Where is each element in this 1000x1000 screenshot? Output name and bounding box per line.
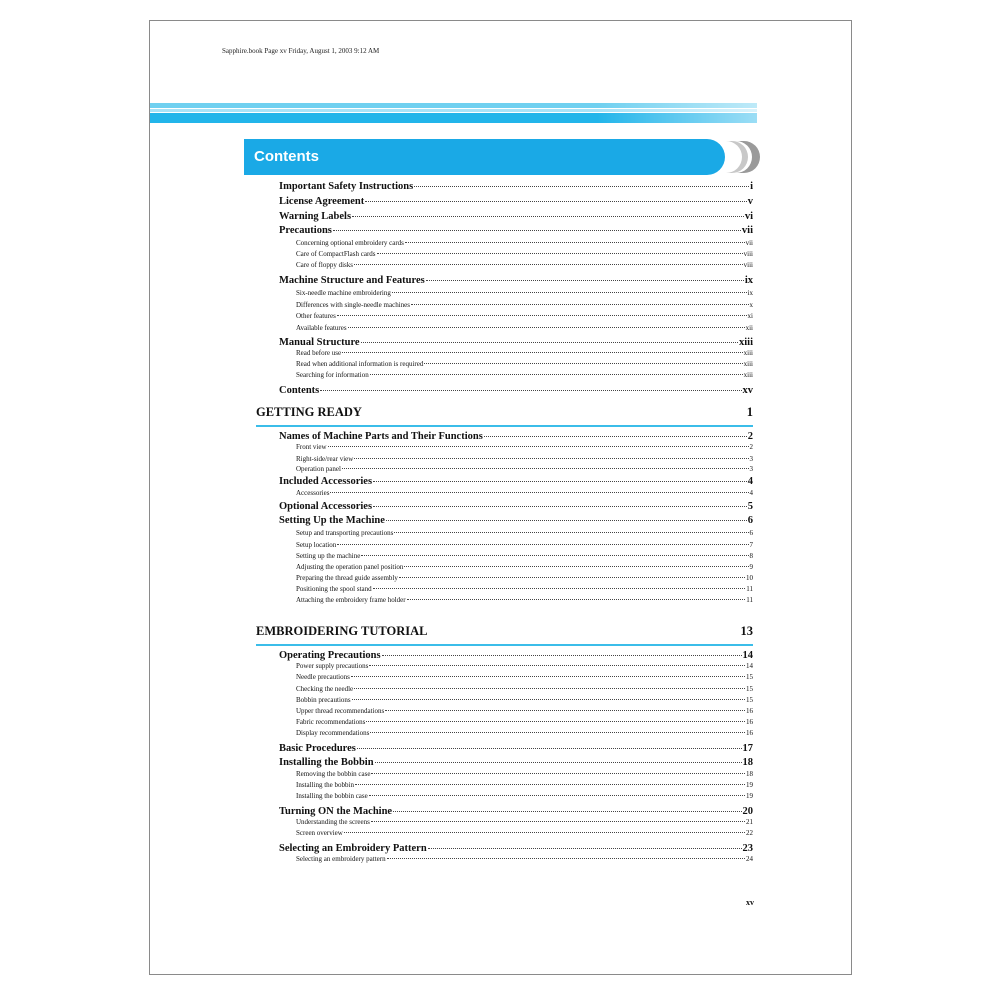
dot-leader (354, 264, 743, 265)
toc-entry-contents[interactable] (279, 385, 753, 396)
toc-entry-operation-panel[interactable] (296, 465, 753, 473)
toc-entry-installing-the-bobbin[interactable] (296, 781, 753, 789)
toc-entry-page: xiii (743, 349, 753, 357)
toc-entry-title: Preparing the thread guide assembly (296, 574, 398, 582)
toc-entry-read-when-additional-information-is-required[interactable] (296, 360, 753, 368)
dot-leader (371, 821, 745, 822)
print-header: Sapphire.book Page xv Friday, August 1, 2003 9:12 AM (222, 47, 380, 55)
page-number: xv (746, 898, 754, 907)
toc-entry-setup-and-transporting-precautions[interactable] (296, 529, 753, 537)
toc-entry-title: Read when additional information is required (296, 360, 424, 368)
toc-entry-page: xiii (738, 337, 753, 348)
page-title: Contents (254, 148, 319, 165)
toc-entry-page: 16 (746, 729, 753, 737)
dot-leader (407, 599, 746, 600)
toc-entry-operating-precautions[interactable] (279, 650, 753, 661)
toc-entry-page: 9 (749, 563, 753, 571)
toc-entry-page: 18 (742, 757, 753, 768)
toc-entry-page: 16 (746, 718, 753, 726)
toc-entry-title: Searching for information (296, 371, 369, 379)
toc-entry-title: Selecting an Embroidery Pattern (279, 843, 427, 854)
dot-leader (373, 506, 747, 507)
toc-entry-page: xii (745, 324, 753, 332)
dot-leader (354, 458, 748, 459)
toc-entry-license-agreement[interactable] (279, 196, 753, 207)
dot-leader (357, 748, 742, 749)
toc-entry-differences-with-single-needle-machines[interactable] (296, 301, 753, 309)
toc-entry-bobbin-precautions[interactable] (296, 696, 753, 704)
toc-entry-title: Bobbin precautions (296, 696, 351, 704)
toc-entry-page: 3 (749, 465, 753, 473)
toc-entry-page: 15 (746, 685, 753, 693)
toc-entry-page: i (750, 181, 753, 192)
section-title: EMBROIDERING TUTORIAL (256, 624, 428, 638)
toc-entry-fabric-recommendations[interactable] (296, 718, 753, 726)
dot-leader (333, 230, 741, 231)
toc-entry-title: Concerning optional embroidery cards (296, 239, 404, 247)
document-page (149, 20, 852, 975)
toc-entry-warning-labels[interactable] (279, 211, 753, 222)
toc-entry-page: v (747, 196, 753, 207)
dot-leader (484, 436, 747, 437)
toc-entry-front-view[interactable] (296, 443, 753, 451)
toc-entry-title: Important Safety Instructions (279, 181, 414, 192)
dot-leader (382, 655, 742, 656)
dot-leader (369, 795, 745, 796)
toc-entry-page: 16 (746, 707, 753, 715)
toc-entry-title: Screen overview (296, 829, 343, 837)
toc-entry-title: Setting Up the Machine (279, 515, 385, 526)
toc-entry-title: Installing the bobbin case (296, 792, 368, 800)
toc-entry-manual-structure[interactable] (279, 337, 753, 348)
toc-entry-title: Front view (296, 443, 327, 451)
section-page: 1 (746, 405, 753, 419)
toc-entry-title: Fabric recommendations (296, 718, 366, 726)
dot-leader (352, 699, 745, 700)
dot-leader (342, 352, 743, 353)
toc-entry-read-before-use[interactable] (296, 349, 753, 357)
toc-entry-title: Setting up the machine (296, 552, 361, 560)
dot-leader (369, 665, 745, 666)
toc-entry-page: 5 (747, 501, 753, 512)
toc-entry-six-needle-machine-embroidering[interactable] (296, 289, 753, 297)
dot-leader (373, 481, 747, 482)
dot-leader (370, 732, 745, 733)
toc-entry-attaching-the-embroidery-frame-holder[interactable] (296, 596, 753, 604)
toc-entry-adjusting-the-operation-panel-position[interactable] (296, 563, 753, 571)
toc-entry-page: vii (741, 225, 753, 236)
toc-entry-understanding-the-screens[interactable] (296, 818, 753, 826)
toc-entry-page: 22 (746, 829, 753, 837)
toc-entry-title: Names of Machine Parts and Their Functions (279, 431, 483, 442)
dot-leader (355, 784, 745, 785)
toc-entry-page: 15 (746, 673, 753, 681)
toc-entry-title: Other features (296, 312, 336, 320)
toc-entry-title: Installing the Bobbin (279, 757, 374, 768)
section-heading-getting-ready[interactable] (256, 401, 753, 427)
dot-leader (370, 374, 743, 375)
toc-entry-display-recommendations[interactable] (296, 729, 753, 737)
dot-leader (375, 762, 742, 763)
toc-entry-setting-up-the-machine[interactable] (296, 552, 753, 560)
dot-leader (414, 186, 749, 187)
toc-entry-page: vi (744, 211, 753, 222)
toc-entry-title: Upper thread recommendations (296, 707, 385, 715)
toc-entry-title: Read before use (296, 349, 342, 357)
dot-leader (337, 544, 748, 545)
toc-entry-title: Basic Procedures (279, 743, 356, 754)
toc-entry-title: Available features (296, 324, 347, 332)
dot-leader (320, 390, 741, 391)
toc-entry-screen-overview[interactable] (296, 829, 753, 837)
toc-entry-title: Removing the bobbin case (296, 770, 371, 778)
toc-entry-title: Included Accessories (279, 476, 373, 487)
toc-entry-page: 23 (742, 843, 753, 854)
toc-entry-title: Setup location (296, 541, 337, 549)
toc-entry-title: Positioning the spool stand (296, 585, 372, 593)
dot-leader (361, 342, 738, 343)
toc-entry-title: Power supply precautions (296, 662, 369, 670)
dot-leader (424, 363, 742, 364)
toc-entry-title: Operation panel (296, 465, 341, 473)
toc-entry-page: 10 (746, 574, 753, 582)
dot-leader (393, 811, 741, 812)
dot-leader (404, 566, 748, 567)
dot-leader (385, 710, 745, 711)
toc-entry-title: Precautions (279, 225, 332, 236)
toc-entry-title: Installing the bobbin (296, 781, 354, 789)
dot-leader (377, 253, 743, 254)
toc-entry-title: Manual Structure (279, 337, 360, 348)
section-title: GETTING READY (256, 405, 362, 419)
toc-entry-needle-precautions[interactable] (296, 673, 753, 681)
toc-entry-page: x (749, 301, 753, 309)
dot-leader (351, 676, 745, 677)
toc-entry-machine-structure-and-features[interactable] (279, 275, 753, 286)
toc-entry-page: xi (747, 312, 753, 320)
toc-entry-title: Understanding the screens (296, 818, 370, 826)
toc-entry-title: Six-needle machine embroidering (296, 289, 391, 297)
toc-entry-basic-procedures[interactable] (279, 743, 753, 754)
toc-entry-title: Care of CompactFlash cards (296, 250, 376, 258)
toc-entry-page: 19 (746, 792, 753, 800)
toc-entry-page: viii (743, 261, 753, 269)
toc-entry-page: 4 (747, 476, 753, 487)
toc-entry-power-supply-precautions[interactable] (296, 662, 753, 670)
toc-entry-page: 14 (742, 650, 753, 661)
toc-entry-selecting-an-embroidery-pattern[interactable] (279, 843, 753, 854)
toc-entry-installing-the-bobbin[interactable] (279, 757, 753, 768)
toc-entry-selecting-an-embroidery-pattern[interactable] (296, 855, 753, 863)
toc-entry-title: License Agreement (279, 196, 365, 207)
toc-entry-positioning-the-spool-stand[interactable] (296, 585, 753, 593)
section-page: 13 (740, 624, 753, 638)
dot-leader (344, 832, 745, 833)
toc-entry-page: 14 (746, 662, 753, 670)
toc-entry-concerning-optional-embroidery-cards[interactable] (296, 239, 753, 247)
dot-leader (426, 280, 744, 281)
dot-leader (399, 577, 745, 578)
toc-entry-title: Adjusting the operation panel position (296, 563, 404, 571)
toc-entry-page: 2 (747, 431, 753, 442)
toc-entry-care-of-floppy-disks[interactable] (296, 261, 753, 269)
section-heading-embroidering-tutorial[interactable] (256, 620, 753, 646)
toc-entry-care-of-compactflash-cards[interactable] (296, 250, 753, 258)
toc-entry-page: xiii (743, 371, 753, 379)
toc-entry-accessories[interactable] (296, 489, 753, 497)
toc-entry-important-safety-instructions[interactable] (279, 181, 753, 192)
toc-entry-page: 3 (749, 455, 753, 463)
toc-entry-page: 21 (746, 818, 753, 826)
toc-entry-page: viii (743, 250, 753, 258)
toc-entry-title: Setup and transporting precautions (296, 529, 394, 537)
toc-entry-searching-for-information[interactable] (296, 371, 753, 379)
dot-leader (387, 858, 745, 859)
toc-entry-included-accessories[interactable] (279, 476, 753, 487)
toc-entry-title: Optional Accessories (279, 501, 373, 512)
toc-entry-title: Machine Structure and Features (279, 275, 425, 286)
toc-entry-precautions[interactable] (279, 225, 753, 236)
toc-entry-title: Accessories (296, 489, 330, 497)
toc-entry-page: 24 (746, 855, 753, 863)
toc-entry-page: xv (742, 385, 753, 396)
toc-entry-other-features[interactable] (296, 312, 753, 320)
toc-entry-title: Differences with single-needle machines (296, 301, 410, 309)
dot-leader (365, 201, 747, 202)
toc-entry-page: 11 (746, 585, 753, 593)
toc-entry-page: 4 (749, 489, 753, 497)
toc-entry-page: ix (747, 289, 753, 297)
toc-entry-page: ix (744, 275, 753, 286)
toc-entry-title: Care of floppy disks (296, 261, 353, 269)
toc-entry-page: 8 (749, 552, 753, 560)
dot-leader (366, 721, 745, 722)
dot-leader (337, 315, 747, 316)
toc-entry-page: 18 (746, 770, 753, 778)
dot-leader (411, 304, 749, 305)
dot-leader (392, 292, 747, 293)
toc-entry-title: Contents (279, 385, 320, 396)
toc-entry-setup-location[interactable] (296, 541, 753, 549)
toc-entry-page: vii (745, 239, 753, 247)
toc-entry-available-features[interactable] (296, 324, 753, 332)
toc-entry-title: Selecting an embroidery pattern (296, 855, 386, 863)
toc-entry-page: 6 (747, 515, 753, 526)
toc-entry-title: Operating Precautions (279, 650, 381, 661)
toc-entry-page: 6 (749, 529, 753, 537)
toc-entry-preparing-the-thread-guide-assembly[interactable] (296, 574, 753, 582)
toc-entry-checking-the-needle[interactable] (296, 685, 753, 693)
dot-leader (328, 446, 749, 447)
toc-entry-title: Checking the needle (296, 685, 354, 693)
dot-leader (342, 468, 749, 469)
dot-leader (386, 520, 747, 521)
toc-entry-page: 7 (749, 541, 753, 549)
toc-entry-title: Warning Labels (279, 211, 352, 222)
dot-leader (354, 688, 745, 689)
toc-entry-page: 19 (746, 781, 753, 789)
toc-entry-turning-on-the-machine[interactable] (279, 806, 753, 817)
toc-entry-title: Attaching the embroidery frame holder (296, 596, 406, 604)
toc-entry-names-of-machine-parts-and-their-functions[interactable] (279, 431, 753, 442)
toc-entry-removing-the-bobbin-case[interactable] (296, 770, 753, 778)
toc-entry-page: 2 (749, 443, 753, 451)
dot-leader (348, 327, 745, 328)
toc-entry-title: Display recommendations (296, 729, 370, 737)
dot-leader (428, 848, 742, 849)
dot-leader (352, 216, 744, 217)
toc-entry-page: 20 (742, 806, 753, 817)
toc-entry-right-side-rear-view[interactable] (296, 455, 753, 463)
dot-leader (330, 492, 748, 493)
dot-leader (394, 532, 748, 533)
toc-entry-title: Right-side/rear view (296, 455, 354, 463)
toc-entry-page: xiii (743, 360, 753, 368)
dot-leader (405, 242, 745, 243)
toc-entry-installing-the-bobbin-case[interactable] (296, 792, 753, 800)
toc-entry-setting-up-the-machine[interactable] (279, 515, 753, 526)
toc-entry-page: 17 (742, 743, 753, 754)
toc-entry-title: Needle precautions (296, 673, 350, 681)
toc-entry-optional-accessories[interactable] (279, 501, 753, 512)
toc-entry-title: Turning ON the Machine (279, 806, 393, 817)
table-of-contents (150, 21, 851, 974)
dot-leader (371, 773, 745, 774)
dot-leader (373, 588, 746, 589)
toc-entry-page: 11 (746, 596, 753, 604)
toc-entry-page: 15 (746, 696, 753, 704)
toc-entry-upper-thread-recommendations[interactable] (296, 707, 753, 715)
dot-leader (361, 555, 748, 556)
